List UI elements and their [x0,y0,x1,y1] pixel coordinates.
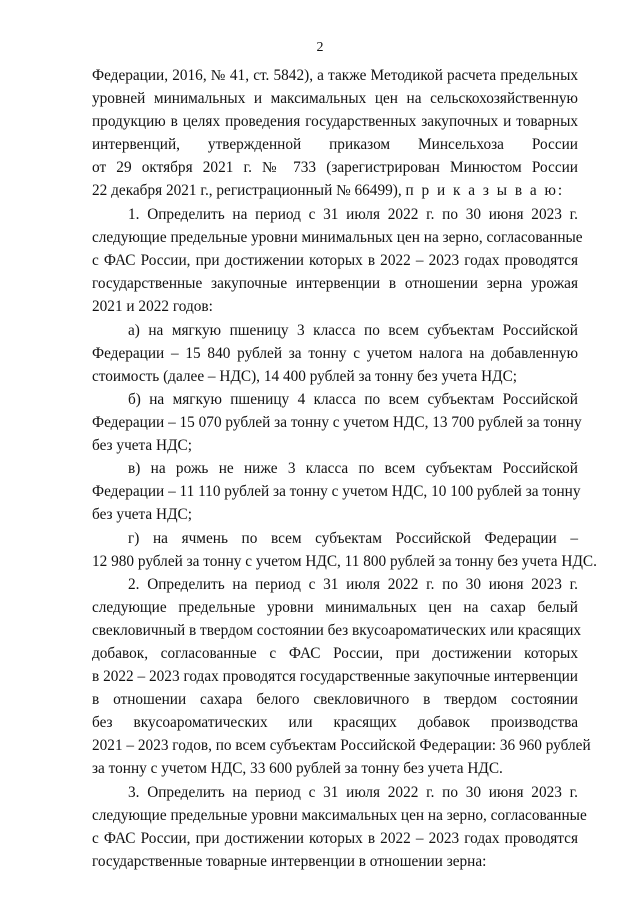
intro-line-6-text: 22 декабря 2021 г., регистрационный № 66499), [92,182,402,199]
p1-line-4: государственные закупочные интервенции в отношении зерна урожая [92,275,578,292]
intro-line-4: интервенций, утвержденной приказом Минсельхоза России [92,136,578,153]
p2-line-9: за тонну с учетом НДС, 33 600 рублей за тонну без учета НДС. [92,760,503,777]
p1b-line-2: Федерации – 15 070 рублей за тонну с учетом НДС, 13 700 рублей за тонну [92,414,582,431]
order-word: п р и к а з ы в а ю: [405,182,565,199]
intro-line-5: от 29 октября 2021 г. № 733 (зарегистрирован Минюстом России [92,159,578,176]
p1-line-2: следующие предельные уровни минимальных цен на зерно, согласованные [92,229,583,246]
p2-line-3: свекловичный в твердом состоянии без вкусоароматических или красящих [92,622,582,639]
intro-line-6 [92,181,578,201]
p1-line-1: 1. Определить на период с 31 июля 2022 г. по 30 июня 2023 г. [128,206,578,223]
p1c-line-2: Федерации – 11 110 рублей за тонну с учетом НДС, 10 100 рублей за тонну [92,483,581,500]
p3-line-4: государственные товарные интервенции в отношении зерна: [92,853,487,870]
p1-line-5: 2021 и 2022 годов: [92,298,213,315]
p2-line-4: добавок, согласованные с ФАС России, при достижении которых [92,645,578,662]
page-number: 2 [316,40,324,55]
p1a-line-3: стоимость (далее – НДС), 14 400 рублей за тонну без учета НДС; [92,368,518,385]
p1c-line-3: без учета НДС; [92,506,192,523]
p2-line-6: в отношении сахара белого свекловичного в твердом состоянии [92,691,578,708]
intro-line-1: Федерации, 2016, № 41, ст. 5842), а также Методикой расчета предельных [92,67,578,84]
p1a-line-1: а) на мягкую пшеницу 3 класса по всем субъектам Российской [128,322,578,339]
p2-line-1: 2. Определить на период с 31 июля 2022 г. по 30 июня 2023 г. [128,576,578,593]
p3-line-1: 3. Определить на период с 31 июля 2022 г. по 30 июня 2023 г. [128,784,578,801]
p3-line-2: следующие предельные уровни максимальных цен на зерно, согласованные [92,807,587,824]
p2-line-5: в 2022 – 2023 годах проводятся государственные закупочные интервенции [92,668,578,685]
p1d-line-2: 12 980 рублей за тонну с учетом НДС, 11 800 рублей за тонну без учета НДС. [92,553,597,570]
p1-line-3: с ФАС России, при достижении которых в 2022 – 2023 годах проводятся [92,252,578,269]
p1a-line-2: Федерации – 15 840 рублей за тонну с учетом налога на добавленную [92,345,578,362]
p2-line-7: без вкусоароматических или красящих добавок производства [92,714,578,731]
p1c-line-1: в) на рожь не ниже 3 класса по всем субъектам Российской [128,460,578,477]
p2-line-2: следующие предельные уровни минимальных цен на сахар белый [92,599,578,616]
p1b-line-3: без учета НДС; [92,437,192,454]
p2-line-8: 2021 – 2023 годов, по всем субъектам Российской Федерации: 36 960 рублей [92,737,591,754]
p1b-line-1: б) на мягкую пшеницу 4 класса по всем субъектам Российской [128,391,578,408]
p3-line-3: с ФАС России, при достижении которых в 2022 – 2023 годах проводятся [92,830,578,847]
p1d-line-1: г) на ячмень по всем субъектам Российской Федерации – [128,530,578,547]
intro-line-3: продукцию в целях проведения государственных закупочных и товарных [92,113,578,130]
intro-line-2: уровней минимальных и максимальных цен на сельскохозяйственную [92,90,578,107]
